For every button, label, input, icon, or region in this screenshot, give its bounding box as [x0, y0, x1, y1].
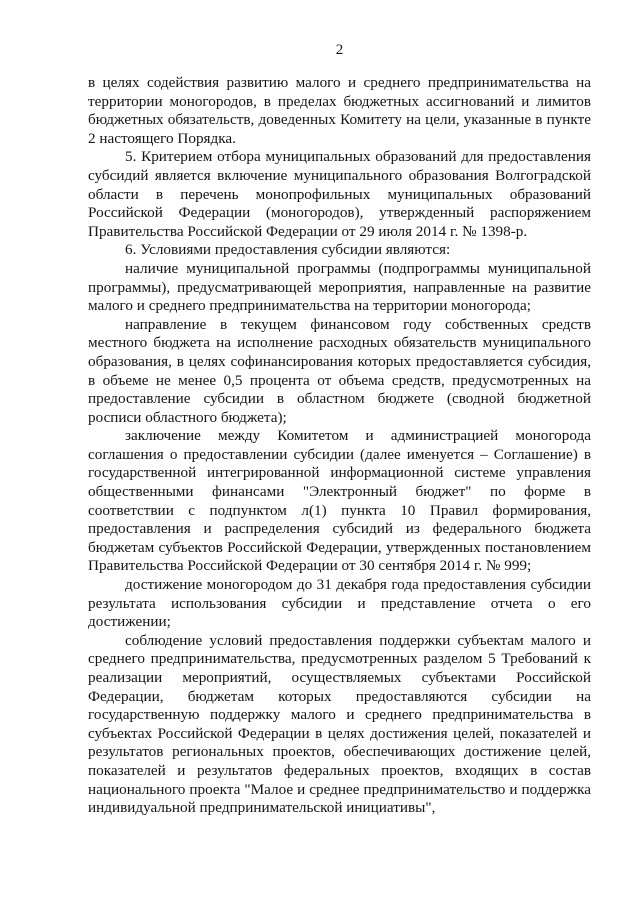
condition-result-achievement: достижение моногородом до 31 декабря года предоставления субсидии результата использования субсидии и представление отчета о его достижении; — [88, 576, 591, 631]
condition-support-requirements: соблюдение условий предоставления поддержки субъектам малого и среднего предпринимательства, предусмотренных разделом 5 Требований к реализации мероприятий, осуществляемых субъектами Российской Федерации, бюджетам которых предоставляются субсидии на государственную поддержку малого и среднего предпринимательства в субъектах Российской Федерации в целях достижения целей, показателей и результатов региональных проектов, обеспечивающих достижение целей, показателей и результатов федеральных проектов, входящих в состав национального проекта "Малое и среднее предпринимательство и поддержка индивидуальной предпринимательской инициативы", — [88, 631, 591, 817]
condition-agreement: заключение между Комитетом и администрацией моногорода соглашения о предоставлении субсидии (далее именуется – Соглашение) в государственной интегрированной информационной системе управления общественными финансами "Электронный бюджет" по форме в соответствии с подпунктом л(1) пункта 10 Правил формирования, предоставления и распределения субсидий из федерального бюджета бюджетам субъектов Российской Федерации, утвержденных постановлением Правительства Российской Федерации от 30 сентября 2014 г. № 999; — [88, 427, 591, 575]
condition-municipal-program: наличие муниципальной программы (подпрограммы муниципальной программы), предусматривающей мероприятия, направленные на развитие малого и среднего предпринимательства на территории моногорода; — [88, 259, 591, 315]
paragraph-item-6: 6. Условиями предоставления субсидии являются: — [125, 241, 451, 259]
document-body — [88, 74, 591, 818]
paragraph-item-5: 5. Критерием отбора муниципальных образований для предоставления субсидий является включение муниципального образования Волгоградской области в перечень монопрофильных муниципальных образований Российской Федерации (моногородов), утвержденный распоряжением Правительства Российской Федерации от 29 июля 2014 г. № 1398-р. — [88, 148, 591, 240]
paragraph-continuation: в целях содействия развитию малого и среднего предпринимательства на территории моногородов, в пределах бюджетных ассигнований и лимитов бюджетных обязательств, доведенных Комитету на цели, указанные в пункте 2 настоящего Порядка. — [88, 74, 591, 147]
condition-local-budget-funds: направление в текущем финансовом году собственных средств местного бюджета на исполнение расходных обязательств муниципального образования, в целях софинансирования которых предоставляется субсидия, в объеме не менее 0,5 процента от объема средств, предусмотренных на предоставление субсидии в областном бюджете (сводной бюджетной росписи областного бюджета); — [88, 315, 591, 426]
page-number: 2 — [335, 42, 344, 58]
